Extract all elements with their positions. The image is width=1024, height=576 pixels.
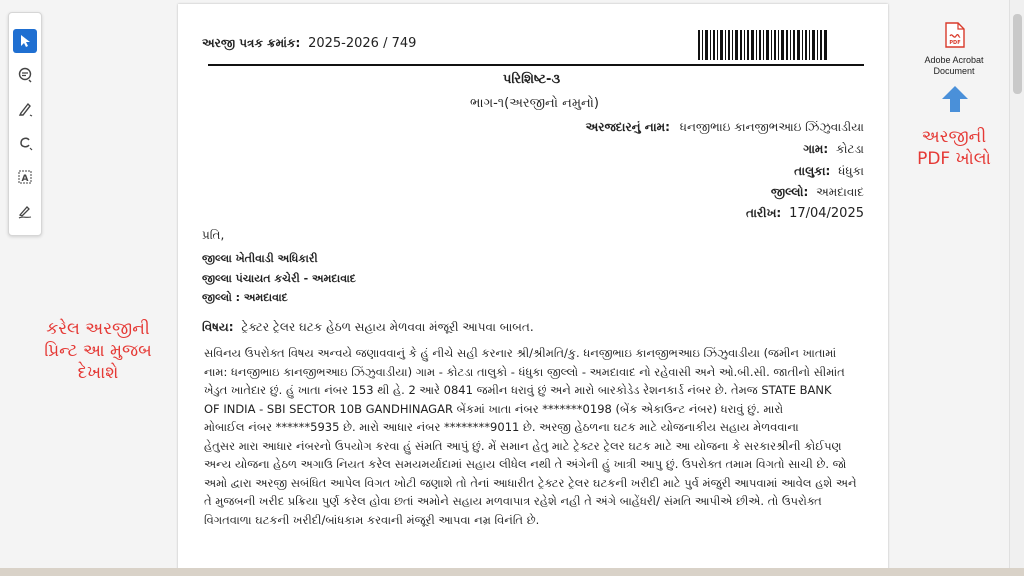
- bottom-strip: [0, 568, 1024, 576]
- comment-icon: [17, 67, 33, 83]
- applicant-name: ધનજીભાઇ કાનજીભઆઇ ઝિંઝુવાડીયા: [679, 120, 864, 134]
- taluka-row: [794, 164, 864, 179]
- barcode-image: [698, 30, 828, 60]
- arrow-up-icon: [940, 84, 970, 119]
- select-tool-button[interactable]: [13, 29, 37, 53]
- scrollbar-thumb[interactable]: [1013, 14, 1022, 94]
- pen-icon: [17, 101, 33, 117]
- village-row: [803, 142, 864, 157]
- district-label: જીલ્લો:: [770, 185, 809, 199]
- recipient-address-line: જીલ્લા પંચાયત કચેરી - અમદાવાદ: [202, 272, 356, 285]
- date-label: તારીખ:: [746, 206, 782, 220]
- document-subtitle: ભાગ-૧(અરજીનો નમુનો): [470, 96, 599, 111]
- body-line: મોબાઈલ નંબર ******5935 છે. મારો આધાર નંબર ********9011 છે. અરજી હેઠળના ઘટક માટે યોજનાકીય સહાય મેળવવાના: [204, 420, 799, 434]
- body-line: વિગતવાળા ઘટકની ખરીદી/બાંધકામ કરવાની મંજૂરી આપવા નમ્ર વિનંતિ છે.: [204, 512, 540, 527]
- header-divider: [208, 64, 864, 66]
- print-preview-note: [28, 318, 168, 384]
- draw-tool-button[interactable]: [13, 131, 37, 155]
- recipient-address-line: જીલ્લો : અમદાવાદ: [202, 291, 288, 304]
- applicant-row: [586, 120, 864, 135]
- acrobat-caption-line: Adobe Acrobat: [924, 55, 984, 65]
- document-page: [178, 4, 888, 576]
- body-line: તે મુજબની ખરીદ પ્રક્રિયા પુર્ણ કરેલ હોવા છતાં અમોને સહાય મળવાપાત્ર રહેશે નહી તે અંગે બાહેંધરી/ સંમતિ આપીએ છીએ. તો ઉપરોક્ત: [204, 494, 822, 508]
- body-line: OF INDIA - SBI SECTOR 10B GANDHINAGAR બેંકમાં ખાતા નંબર *******0198 (બેંક એકાઉન્ટ નંબર) ધરાવું છું. મારો: [204, 401, 784, 416]
- note-line: કરેલ અરજીની: [46, 319, 150, 339]
- district-row: [771, 185, 864, 200]
- loop-icon: [17, 135, 33, 151]
- village-value: કોટડા: [836, 142, 864, 156]
- body-line: સવિનય ઉપરોક્ત વિષય અન્વયે જણાવવાનું કે હું નીચે સહી કરનાર શ્રી/શ્રીમતિ/કુ. ધનજીભાઇ કાનજીભઆઇ ઝિંઝુવાડીયા (જમીન ખાતામાં: [204, 346, 837, 360]
- comment-tool-button[interactable]: [13, 63, 37, 87]
- note-line: દેખાશે: [77, 363, 119, 383]
- applicant-label: અરજદારનું નામ:: [585, 120, 670, 134]
- body-line: નામ: ધનજીભાઇ કાનજીભઆઇ ઝિંઝુવાડીયા) ગામ - કોટડા તાલુકો - ધંધુકા જીલ્લો - અમદાવાદ નો રહેવાસી અને ઓ.બી.સી. જાતીનો સીમાંત: [204, 364, 845, 379]
- note-line: PDF ખોલો: [917, 149, 991, 169]
- date-value: 17/04/2025: [789, 206, 864, 221]
- body-line: અમો દ્વારા અરજી સબંધિત આપેલ વિગત ખોટી જણાશે તો તેનાં આધારીત ટ્રેક્ટર ટ્રેલર ઘટકની ખરીદી માટે પુર્વ મંજુરી આપવામાં આવેલ હશે અને: [204, 475, 857, 490]
- subject-label: વિષય:: [202, 320, 234, 334]
- cursor-icon: [17, 33, 33, 49]
- recipient-address-line: જીલ્લા ખેતીવાડી અધિકારી: [202, 252, 318, 265]
- open-pdf-note: [898, 126, 1010, 170]
- annotation-toolbar: [8, 12, 42, 236]
- vertical-scrollbar[interactable]: [1009, 0, 1024, 576]
- district-value: અમદાવાદ: [816, 185, 864, 199]
- signature-icon: [17, 203, 33, 219]
- text-tool-button[interactable]: [13, 165, 37, 189]
- svg-text:A: A: [21, 174, 29, 184]
- application-number-caption: અરજી પત્રક ક્રમાંક:: [202, 36, 301, 50]
- acrobat-document-button[interactable]: [944, 22, 966, 53]
- application-body: [204, 344, 868, 529]
- taluka-label: તાલુકા:: [794, 164, 831, 178]
- application-number-label: [202, 36, 416, 51]
- application-number-value: 2025-2026 / 749: [308, 36, 417, 51]
- right-side-panel: [888, 0, 1010, 576]
- note-line: અરજીની: [921, 127, 987, 147]
- taluka-value: ધંધુકા: [838, 164, 864, 178]
- village-label: ગામ:: [803, 142, 829, 156]
- text-box-icon: [17, 169, 33, 185]
- svg-text:PDF: PDF: [949, 40, 961, 46]
- body-line: ખેડુત ખાતેદાર છું. હું ખાતા નંબર 153 થી હે. 2 આરે 0841 જમીન ધરાવું છું અને મારો બારકોડેડ રેશનકાર્ડ નંબર છે. તેમજ STATE BANK: [204, 383, 832, 397]
- document-title: પરિશિષ્ટ-૩: [503, 72, 561, 87]
- recipient-salutation: પ્રતિ,: [202, 228, 225, 242]
- sign-tool-button[interactable]: [13, 199, 37, 223]
- date-row: [746, 206, 864, 221]
- note-line: પ્રિન્ટ આ મુજબ: [44, 341, 152, 361]
- body-line: હેતુસર મારા આધાર નંબરનો ઉપયોગ કરવા હું સંમતિ આપું છું. મેં સમાન હેતુ માટે ટ્રેક્ટર ટ્રેલર ઘટક માટે આ યોજના કે સરકારશ્રીની કોઈપણ: [204, 438, 842, 453]
- pdf-file-icon: [944, 22, 966, 48]
- subject-row: [202, 320, 534, 335]
- acrobat-caption: [906, 55, 1002, 77]
- subject-text: ટ્રેક્ટર ટ્રેલર ઘટક હેઠળ સહાય મેળવવા મંજૂરી આપવા બાબત.: [241, 320, 534, 334]
- acrobat-caption-line: Document: [933, 66, 975, 76]
- highlight-tool-button[interactable]: [13, 97, 37, 121]
- body-line: અન્ય યોજના હેઠળ અગાઉ નિયત કરેલ સમયમર્યાદામાં સહાય લીધેલ નથી તે અંગેની હું ખાત્રી આપુ છું. ઉપરોક્ત તમામ વિગતો સાચી છે. જો: [204, 457, 847, 471]
